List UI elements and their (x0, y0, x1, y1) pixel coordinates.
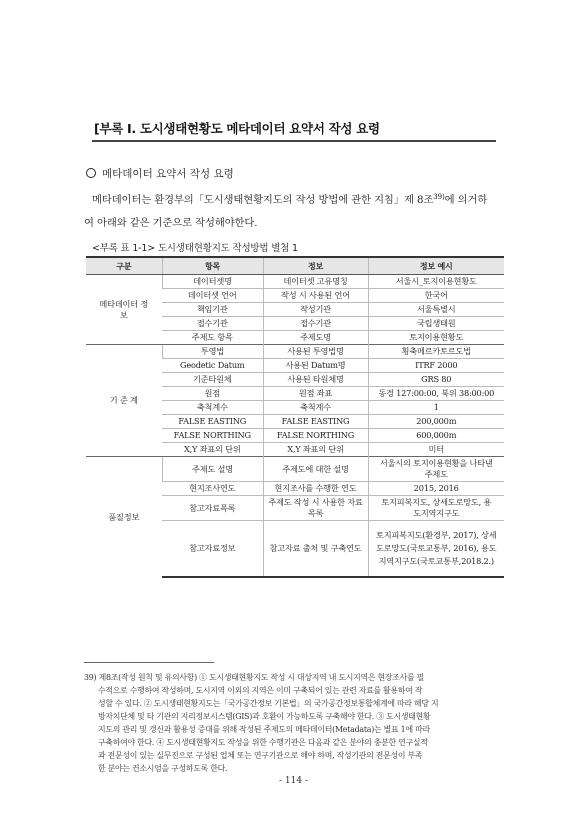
metadata-table (86, 256, 504, 578)
cell-example: 횡축메르카토르도법 (368, 345, 504, 359)
cell-item: 참고자료목록 (162, 496, 263, 521)
footnote-line: 수적으로 수행하여 작성하며, 도시지역 이외의 지역은 이미 구축되어 있는 관련 자료를 활용하여 작 (98, 686, 423, 695)
cell-example: 토지피복지도, 상세도로망도, 용도지역지구도 (368, 496, 504, 521)
cell-info: 주제도명 (263, 331, 368, 345)
cell-info: 원점 좌표 (263, 387, 368, 401)
footnote-line: 구축하여야 한다. ④ 도시생태현황지도 작성을 위한 수행기관은 다음과 같은 분야의 충분한 연구실적 (98, 738, 428, 747)
footnote-separator (84, 662, 214, 663)
cell-item: Geodetic Datum (162, 359, 263, 373)
footnote-reference[interactable]: 39) (433, 193, 445, 201)
footnote (84, 671, 504, 775)
page-number: - 114 - (279, 776, 308, 786)
cell-item: 데이터셋 언어 (162, 289, 263, 303)
category-quality-info: 품질정보 (86, 457, 162, 578)
title-underline (92, 140, 496, 142)
cell-item: 접수기관 (162, 317, 263, 331)
cell-example: 미터 (368, 443, 504, 457)
category-reference-system: 기 준 계 (86, 345, 162, 457)
cell-item: 기준타원체 (162, 373, 263, 387)
cell-item: 주제도 항목 (162, 331, 263, 345)
cell-info: 참고자료 출처 및 구축연도 (263, 521, 368, 578)
cell-example: 1 (368, 401, 504, 415)
cell-info: 주제도 작성 시 사용한 자료 목록 (263, 496, 368, 521)
cell-item: 축척계수 (162, 401, 263, 415)
cell-example: 600,000m (368, 429, 504, 443)
table-row (86, 345, 504, 359)
cell-info: 사용된 Datum명 (263, 359, 368, 373)
cell-item: 데이터셋명 (162, 275, 263, 289)
cell-example: 토지피복지도(환경부, 2017), 상세도로망도(국토교통부, 2016), 용도지역지구도(국토교통부,2018.2.) (368, 521, 504, 578)
cell-info: 축척계수 (263, 401, 368, 415)
header-info: 정보 (263, 257, 368, 275)
cell-item: 원점 (162, 387, 263, 401)
circle-bullet-icon (86, 168, 96, 178)
table-row (86, 275, 504, 289)
cell-info: FALSE EASTING (263, 415, 368, 429)
footnote-line: 방자치단체 및 타 기관의 지리정보시스템(GIS)과 호환이 가능하도록 구축해야 한다. ③ 도시생태현황 (98, 712, 431, 721)
cell-item: FALSE NORTHING (162, 429, 263, 443)
cell-info: 현지조사를 수행한 연도 (263, 482, 368, 496)
table-row (86, 457, 504, 482)
cell-info: 데이터셋 고유명칭 (263, 275, 368, 289)
body-paragraph-line2: 여 아래와 같은 기준으로 작성해야한다. (84, 217, 258, 229)
category-metadata-info: 메타데이터 정보 (86, 275, 162, 345)
cell-info: FALSE NORTHING (263, 429, 368, 443)
paragraph-text-before-ref: 메타데이터는 환경부의「도시생태현황지도의 작성 방법에 관한 지침」제 8조 (92, 194, 434, 206)
cell-example: 토지이용현황도 (368, 331, 504, 345)
cell-example: 서울시의 토지이용현황을 나타낸 주제도 (368, 457, 504, 482)
cell-info: 작성기관 (263, 303, 368, 317)
cell-info: 사용된 투영법명 (263, 345, 368, 359)
cell-example: 2015, 2016 (368, 482, 504, 496)
cell-example: 서울시_토지이용현황도 (368, 275, 504, 289)
footnote-line: 성할 수 있다. ② 도시생태현황지도는「국가공간정보 기본법」의 국가공간정보통합체계에 따라 해당 지 (98, 699, 439, 708)
cell-item: 투영법 (162, 345, 263, 359)
footnote-line: 과 전문성이 있는 실무진으로 구성된 업체 또는 연구기관으로 해야 하며, 작성기관의 전문성이 부족 (98, 751, 423, 760)
paragraph-text-after-ref: 에 의거하 (444, 194, 488, 206)
header-example: 정보 예시 (368, 257, 504, 275)
header-category: 구분 (86, 257, 162, 275)
body-paragraph-line1 (84, 191, 504, 206)
footnote-line: 39) 제8조(작성 원칙 및 유의사항) ① 도시생태현황지도 작성 시 대상지역 내 도시지역은 현장조사를 필 (84, 673, 424, 682)
page-title: [부록 Ⅰ. 도시생태현황도 메타데이터 요약서 작성 요령 (94, 121, 380, 136)
cell-item: 책임기관 (162, 303, 263, 317)
cell-example: ITRF 2000 (368, 359, 504, 373)
cell-example: 서울특별시 (368, 303, 504, 317)
cell-info: 사용된 타원체명 (263, 373, 368, 387)
cell-info: 주제도에 대한 설명 (263, 457, 368, 482)
cell-example: 동경 127:00:00, 북위 38:00:00 (368, 387, 504, 401)
footnote-line: 지도의 관리 및 갱신과 활용성 증대를 위해 작성된 주제도의 메타데이터(Metadata)는 별표 1에 따라 (98, 725, 430, 734)
cell-item: 주제도 설명 (162, 457, 263, 482)
cell-info: 작성 시 사용된 언어 (263, 289, 368, 303)
cell-info: X,Y 좌표의 단위 (263, 443, 368, 457)
cell-example: 200,000m (368, 415, 504, 429)
cell-item: 현지조사연도 (162, 482, 263, 496)
section-heading (86, 166, 234, 181)
section-heading-text: 메타데이터 요약서 작성 요령 (102, 168, 234, 180)
cell-example: GRS 80 (368, 373, 504, 387)
cell-item: FALSE EASTING (162, 415, 263, 429)
cell-example: 한국어 (368, 289, 504, 303)
cell-item: 참고자료정보 (162, 521, 263, 578)
header-item: 항목 (162, 257, 263, 275)
footnote-line: 한 분야는 컨소시엄을 구성하도록 한다. (98, 764, 228, 773)
cell-item: X,Y 좌표의 단위 (162, 443, 263, 457)
table-caption: <부록 표 1-1> 도시생태현황지도 작성방법 별첨 1 (92, 243, 298, 254)
table-header-row (86, 257, 504, 275)
cell-info: 접수기관 (263, 317, 368, 331)
cell-example: 국립생태원 (368, 317, 504, 331)
